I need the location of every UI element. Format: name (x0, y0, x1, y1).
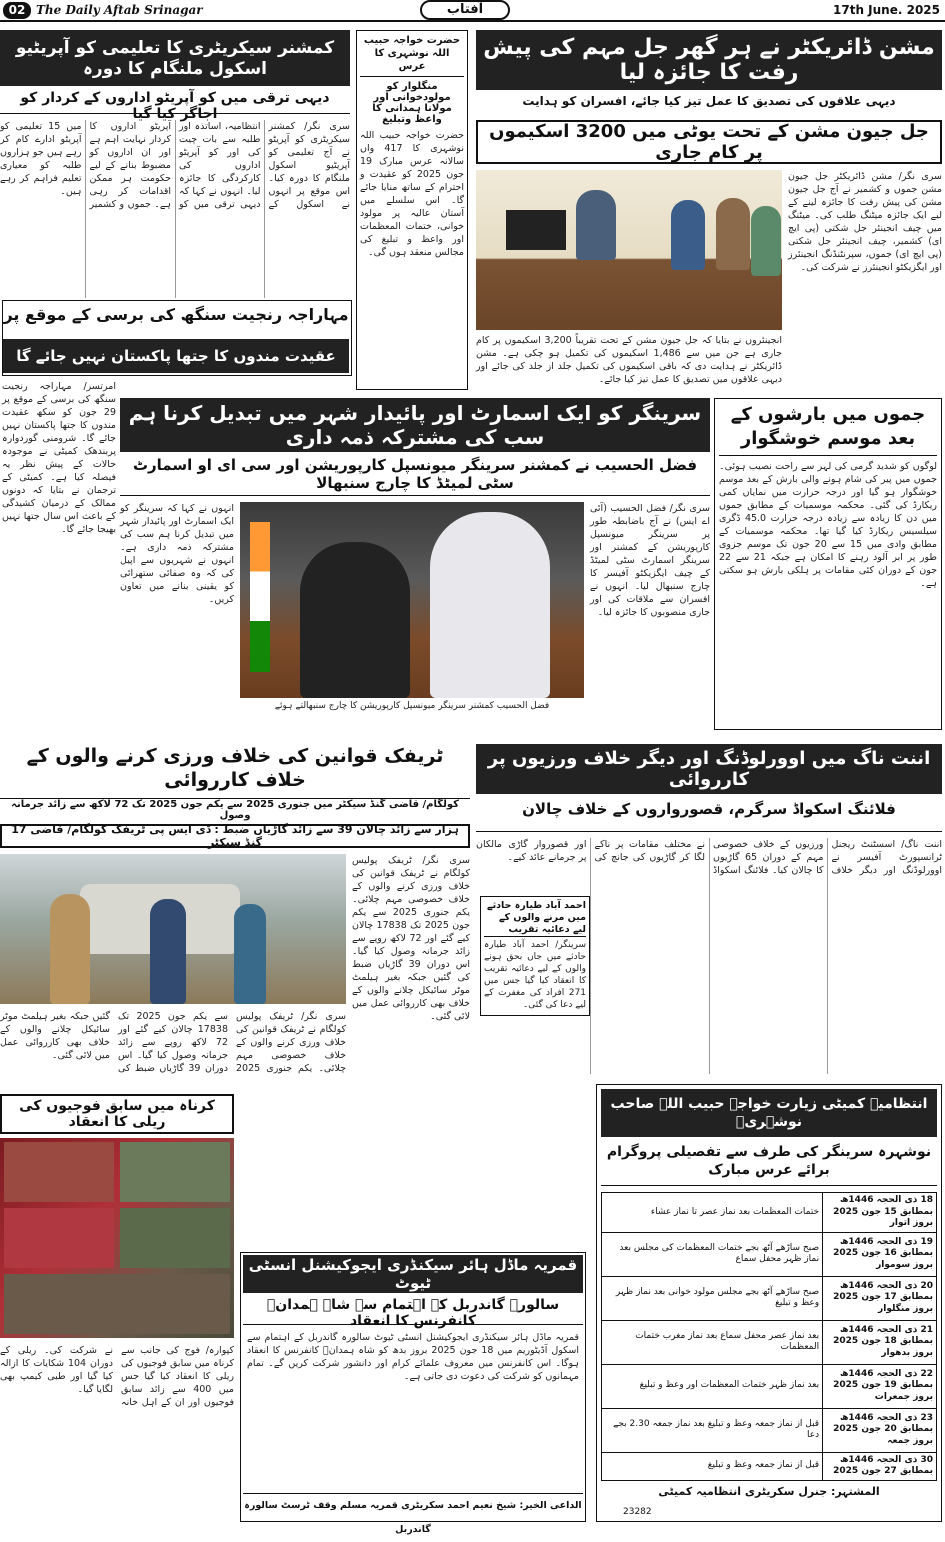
article-body: امرتسر/ مہاراجہ رنجیت سنگھ کی برسی کے موقع پر 29 جون کو سکھ عقیدت مندوں کا جتھا پاکستان نہیں جائے گا۔ شرومنی گوردوارہ پربندھک کمیٹی نے موجودہ حالات کے پیش نظر یہ فیصلہ کیا ہے۔ کمیٹی کے ترجمان نے بتایا کہ دونوں ممالک کے درمیان کشیدگی کے باعث اس سال جتھا نہیں بھیجا جائے گا۔ (2, 381, 116, 535)
subheadline: عقیدت مندوں کا جتھا پاکستان نہیں جائے گا (3, 339, 349, 373)
article-qamariya-conference (240, 1252, 586, 1535)
headline: قمریہ ماڈل ہائر سیکنڈری ایجوکیشنل انسٹی ٹیوٹ (243, 1255, 583, 1293)
person-figure (751, 206, 781, 276)
article-body: سری نگر/ کمشنر سیکریٹری کو آپریٹو نے آج تعلیمی کو آپریٹیو اسکول ملنگام کا دورہ کیا۔ اس موقع پر انہوں نے اسکول کے انتظامیہ، اساتذہ اور طلبہ سے بات چیت کی اور کو آپریٹو اداروں کی کارکردگی کا جائزہ لیا۔ انہوں نے کہا کہ دیہی ترقی میں کو آپریٹو اداروں کا کردار نہایت اہم ہے اور ان اداروں کو مضبوط بنانے کے لیے حکومت ہر ممکن اقدامات کر رہی ہے۔ جموں و کشمیر میں 15 تعلیمی کو آپریٹو ادارے کام کر رہے ہیں جو ہزاروں طلبہ کو معیاری تعلیم فراہم کر رہے ہیں۔ (0, 121, 350, 210)
issue-date: 17th June. 2025 (833, 3, 940, 17)
program-date: 30 ذی الحجہ 1446ھ بمطابق 27 جون 2025 (823, 1452, 937, 1480)
page-number: 02 (3, 2, 31, 19)
article-jammu-weather (714, 398, 942, 730)
headline: اننت ناگ میں اوورلوڈنگ اور دیگر خلاف ورزیوں پر کارروائی (476, 744, 942, 794)
article-body: اننت ناگ/ اسسٹنٹ ریجنل ٹرانسپورٹ آفیسر نے اوورلوڈنگ اور دیگر خلاف ورزیوں کے خلاف خصوصی مہم کے دوران 65 گاڑیوں کا چالان کیا۔ فلائنگ اسکواڈ نے مختلف مقامات پر ناکے لگا کر گاڑیوں کی جانچ کی اور قصوروار گاڑی مالکان پر جرمانے عائد کیے۔ (476, 839, 942, 876)
program-detail: صبح ساڑھے آٹھ بجے ختمات المعظمات کی مجلس بعد نماز ظہر محفل سماع (602, 1232, 823, 1276)
program-row (602, 1452, 937, 1480)
photo-tile (4, 1142, 114, 1202)
headline: مشن ڈائریکٹر نے ہر گھر جل مہم کی پیش رفت کا جائزہ لیا (476, 30, 942, 90)
page-header (0, 0, 945, 22)
person-figure (150, 899, 186, 1004)
program-row (602, 1408, 937, 1452)
traffic-checkpoint-photo (0, 854, 346, 1004)
paper-name: The Daily Aftab Srinagar (36, 3, 203, 17)
subheadline: دیہی علاقوں کی تصدیق کا عمل تیز کیا جائے، افسران کو ہدایت (522, 94, 896, 108)
person-figure (234, 904, 266, 1004)
program-detail: ختمات المعظمات بعد نماز عصر تا نماز عشاء (602, 1193, 823, 1233)
article-jal-jeevan (476, 30, 942, 392)
flag-graphic (250, 522, 270, 672)
footer-line: الداعی الخیر: شیخ نعیم احمد سکریٹری قمریہ مسلم وقف ٹرسٹ سالورہ گاندربل (243, 1493, 583, 1519)
subheadline: دیہی ترقی میں کو آپریٹو اداروں کے کردار کو اجاگر کیا گیا (0, 90, 350, 114)
program-detail: قبل از نماز جمعہ وعظ و تبلیغ بعد نماز جمعہ 2.30 بجے دعا (602, 1408, 823, 1452)
program-line: منگلوار کو مولودخوانی اور (373, 81, 451, 103)
program-table (601, 1192, 937, 1481)
program-date: 23 ذی الحجہ 1446ھ بمطابق 20 جون 2025 بروز جمعہ (823, 1408, 937, 1452)
subheadline-box: 17 ہزار سے زائد چالان 39 سے زائد گاڑیاں ضبط : ڈی ایس پی ٹریفک کولگام/ قاضی گنڈ سیکٹر (0, 824, 470, 848)
article-body: حضرت خواجہ حبیب اللہ نوشہری کا 417 واں سالانہ عرس مبارک 19 جون 2025 کو عقیدت و احترام کے ساتھ منایا جائے گا۔ اس سلسلے میں آستان عالیہ پر مولود خوانی، ختمات المعظمات اور واعظ و تبلیغ کی مجالس منعقد ہوں گی۔ (360, 130, 464, 258)
ad-footer: المشتہر: جنرل سکریٹری انتظامیہ کمیٹی (658, 1484, 880, 1498)
headline: حضرت خواجہ حبیب اللہ نوشہری کا عرس (360, 34, 464, 77)
program-date: 20 ذی الحجہ 1446ھ بمطابق 17 جون 2025 بروز منگلوار (823, 1276, 937, 1320)
program-detail: بعد نماز ظہر ختمات المعظمات اور وعظ و تبلیغ (602, 1364, 823, 1408)
photo-tile (120, 1142, 230, 1202)
headline: کمشنر سیکریٹری کا تعلیمی کو آپریٹیو اسکول ملنگام کا دورہ (0, 30, 350, 86)
article-body: سری نگر/ مشن ڈائریکٹر جل جیون مشن جموں و کشمیر نے آج جل جیون مشن کی پیش رفت کا جائزہ لینے کے لیے ایک جائزہ میٹنگ طلب کی۔ میٹنگ میں چیف انجینئر جل شکتی (پی ایچ ای) کشمیر، چیف انجینئر جل شکتی (پی ایچ ای) جموں، سپرنٹنڈنگ انجینئرز اور ایگزیکٹو انجینئرز نے شرکت کی۔ (788, 171, 942, 273)
program-detail: قبل از نماز جمعہ وعظ و تبلیغ (602, 1452, 823, 1480)
person-figure (50, 894, 90, 1004)
meeting-photo (476, 170, 782, 330)
program-row (602, 1276, 937, 1320)
headline: سرینگر کو ایک اسمارٹ اور پائیدار شہر میں تبدیل کرنا ہم سب کی مشترکہ ذمہ داری (120, 398, 710, 452)
person-figure (671, 200, 705, 270)
article-ahmedabad-prayer (480, 896, 590, 1016)
article-body: انجینئروں نے بتایا کہ جل جیون مشن کے تحت تقریباً 3,200 اسکیموں پر کام جاری ہے جن میں سے 1,486 اسکیموں کی تکمیل ہو چکی ہے۔ مشن ڈائریکٹر نے ہدایت دی کہ باقی اسکیموں کی تکمیل جلد از جلد کی جائے اور دیہی علاقوں میں تصدیق کا عمل تیز کیا جائے۔ (476, 335, 783, 385)
article-body: قمریہ ماڈل ہائر سیکنڈری ایجوکیشنل انسٹی ٹیوٹ سالورہ گاندربل کے اہتمام سے اسکول آڈیٹوریم میں 18 جون 2025 بروز بدھ کو شاہ ہمدانؒ کانفرنس کا انعقاد ہوگا۔ اس کانفرنس میں معروف علمائے کرام اور دانشور شرکت کریں گے۔ تمام مہمانوں کو شرکت کی دعوت دی جاتی ہے۔ (247, 1332, 579, 1382)
official-photo (240, 502, 584, 698)
article-cooperative-school (0, 30, 350, 298)
person-figure (716, 198, 750, 270)
article-body: سری نگر/ ٹریفک پولیس کولگام نے ٹریفک قوانین کی خلاف ورزی کرنے والوں کے خلاف خصوصی مہم چلائی۔ یکم جنوری 2025 سے یکم جون 2025 تک 17838 چالان کیے گئے اور 72 لاکھ روپے سے زائد جرمانہ وصول کیا گیا۔ اس دوران 39 گاڑیاں ضبط کی گئیں جبکہ بغیر ہیلمٹ موٹر سائیکل چلانے والوں کے خلاف بھی کارروائی عمل میں لائی گئی۔ (0, 1011, 346, 1074)
photo-tile (120, 1208, 230, 1268)
subheadline: فلائنگ اسکواڈ سرگرم، قصورواروں کے خلاف چالان (476, 800, 942, 832)
person-figure (430, 512, 550, 698)
person-figure (300, 542, 410, 698)
photo-tile (4, 1208, 114, 1268)
program-date: 18 ذی الحجہ 1446ھ بمطابق 15 جون 2025 بروز اتوار (823, 1193, 937, 1233)
headline: ٹریفک قوانین کی خلاف ورزی کرنے والوں کے خلاف کارروائی (26, 745, 444, 791)
article-body: سرینگر/ احمد آباد طیارہ حادثے میں جاں بحق ہونے والوں کے لیے دعائیہ تقریب کا انعقاد کیا گیا جس میں 271 افراد کی مغفرت کے لیے دعا کی گئی۔ (484, 940, 586, 1010)
article-urs-notice (356, 30, 468, 390)
program-detail: بعد نماز عصر محفل سماع بعد نماز مغرب ختمات المعظمات (602, 1320, 823, 1364)
headline: احمد آباد طیارہ حادثے میں مرنے والوں کے لیے دعائیہ تقریب (484, 900, 586, 937)
photo-caption: فضل الحسیب کمشنر سرینگر میونسپل کارپوریشن کا چارج سنبھالتے ہوئے (274, 701, 550, 711)
ad-title: انتظامیہ کمیٹی زیارت خواجہ حبیب اللہ صاحب نوشہریؒ (601, 1089, 937, 1137)
subhead-box: جل جیون مشن کے تحت یوٹی میں 3200 اسکیموں پر کام جاری (476, 120, 942, 164)
ad-code: 23282 (623, 1507, 652, 1517)
subheadline: فضل الحسیب نے کمشنر سرینگر میونسپل کارپوریشن اور سی ای او اسمارٹ سٹی لمیٹڈ کا چارج سنبھالا (120, 456, 710, 496)
article-body: انہوں نے کہا کہ سرینگر کو ایک اسمارٹ اور پائیدار شہر میں تبدیل کرنا ہم سب کی مشترکہ ذمہ داری ہے۔ انہوں نے شہریوں سے اپیل کی کہ وہ صفائی ستھرائی کو یقینی بنانے میں تعاون کریں۔ (120, 503, 234, 605)
article-traffic (0, 744, 470, 1090)
program-row (602, 1193, 937, 1233)
program-date: 19 ذی الحجہ 1446ھ بمطابق 16 جون 2025 بروز سوموار (823, 1232, 937, 1276)
person-figure (576, 190, 616, 260)
headline: جموں میں بارشوں کے بعد موسم خوشگوار (719, 403, 937, 456)
monitor-graphic (506, 210, 566, 250)
headline: کرناہ میں سابق فوجیوں کی ریلی کا انعقاد (0, 1094, 234, 1134)
subheadline: کولگام/ قاضی گنڈ سیکٹر میں جنوری 2025 سے یکم جون 2025 تک 72 لاکھ سے زائد جرمانہ وصول (0, 798, 470, 820)
program-detail: صبح ساڑھے آٹھ بجے مجلس مولود خوانی بعد نماز ظہر وعظ و تبلیغ (602, 1276, 823, 1320)
subheadline: سالورہ گاندربل کے اہتمام سے شاہ ہمدانؒ کانفرنس کا انعقاد (243, 1297, 583, 1325)
program-row (602, 1232, 937, 1276)
program-row (602, 1364, 937, 1408)
article-smart-city (120, 398, 710, 724)
ad-subtitle: نوشہرہ سرینگر کی طرف سے تفصیلی پروگرام برائے عرس مبارک (601, 1137, 937, 1186)
headline: مہاراجہ رنجیت سنگھ کی برسی کے موقع پر (3, 305, 349, 324)
article-body: کپوارہ/ فوج کی جانب سے کرناہ میں سابق فوجیوں کی ریلی کا انعقاد کیا گیا جس میں 400 سے زائد سابق فوجیوں اور ان کے اہل خانہ نے شرکت کی۔ ریلی کے دوران 104 شکایات کا ازالہ کیا گیا اور طبی کیمپ بھی لگایا گیا۔ (0, 1345, 234, 1408)
photo-tile (4, 1274, 230, 1334)
program-line: مولانا ہمدانی کا واعظ وتبلیغ (372, 103, 452, 125)
article-body: سری نگر/ فضل الحسیب (آئی اے ایس) نے آج باضابطہ طور پر سرینگر میونسپل کارپوریشن کے کمشنر اور سرینگر اسمارٹ سٹی لمیٹڈ کے چیف ایگزیکٹو آفیسر کا چارج سنبھال لیا۔ انہوں نے افسران سے ملاقات کی اور جاری منصوبوں کا جائزہ لیا۔ (590, 503, 710, 618)
program-date: 22 ذی الحجہ 1446ھ بمطابق 19 جون 2025 بروز جمعرات (823, 1364, 937, 1408)
program-row (602, 1320, 937, 1364)
article-body: سری نگر/ ٹریفک پولیس کولگام نے ٹریفک قوانین کی خلاف ورزی کرنے والوں کے خلاف خصوصی مہم چلائی۔ یکم جنوری 2025 سے یکم جون 2025 تک 17838 چالان کیے گئے اور 72 لاکھ روپے سے زائد جرمانہ وصول کیا گیا۔ اس دوران 39 گاڑیاں ضبط کی گئیں جبکہ بغیر ہیلمٹ موٹر سائیکل چلانے والوں کے خلاف بھی کارروائی عمل میں لائی گئی۔ (352, 855, 471, 1022)
article-body: لوگوں کو شدید گرمی کی لہر سے راحت نصیب ہوئی۔ جموں میں پیر کی شام ہونے والی بارش کے بعد موسم خوشگوار ہو گیا اور درجہ حرارت میں نمایاں کمی ریکارڈ کی گئی۔ محکمہ موسمیات کے مطابق جموں میں دن کا زیادہ سے زیادہ درجہ حرارت 45.0 ڈگری سیلسیس ریکارڈ کیا گیا تھا۔ محکمہ موسمیات کے مطابق وادی میں 15 سے 20 جون تک موسم جزوی طور پر ابر آلود رہنے کا امکان ہے جبکہ 21 سے 22 جون کے دوران کئی مقامات پر ہلکی بارش ہو سکتی ہے۔ (719, 461, 937, 589)
rally-photo-collage (0, 1138, 234, 1338)
article-karnah-rally (0, 1094, 234, 1526)
ad-urs-program (596, 1084, 942, 1522)
article-ranjit-singh-box (2, 300, 352, 376)
masthead-logo: آفتاب (420, 0, 510, 20)
program-date: 21 ذی الحجہ 1446ھ بمطابق 18 جون 2025 بروز بدھوار (823, 1320, 937, 1364)
